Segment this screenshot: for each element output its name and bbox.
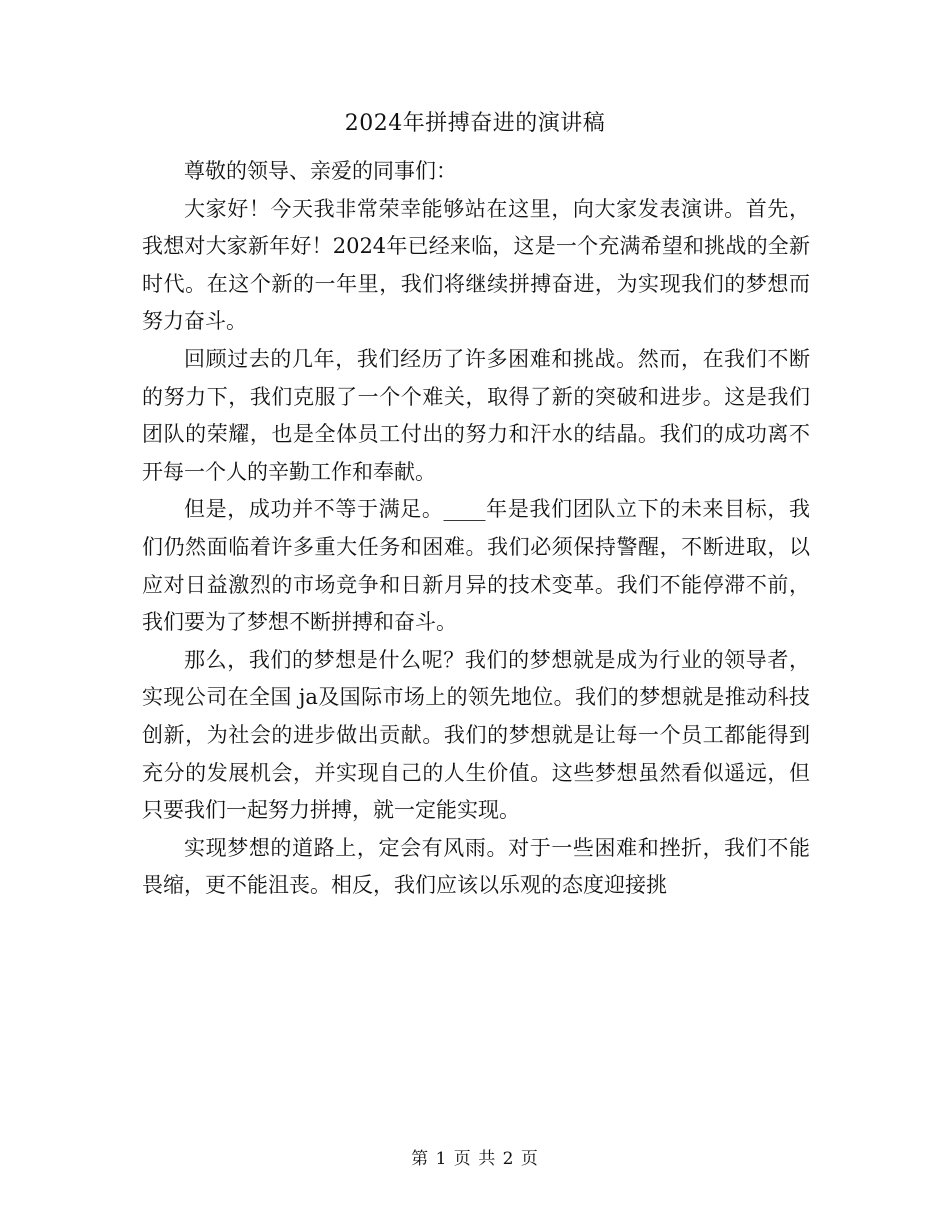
paragraph: 大家好！今天我非常荣幸能够站在这里，向大家发表演讲。首先，我想对大家新年好！2024年已经来临，这是一个充满希望和挑战的全新时代。在这个新的一年里，我们将继续拼搏奋进，为实现我们的梦想而努力奋斗。: [142, 196, 810, 334]
paragraph: 实现梦想的道路上，定会有风雨。对于一些困难和挫折，我们不能畏缩，更不能沮丧。相反，我们应该以乐观的态度迎接挑: [142, 835, 810, 898]
document-body: [142, 153, 810, 905]
document-title: 2024年拼搏奋进的演讲稿: [344, 111, 606, 136]
paragraph: 但是，成功并不等于满足。____年是我们团队立下的未来目标，我们仍然面临着许多重大任务和困难。我们必须保持警醒，不断进取，以应对日益激烈的市场竞争和日新月异的技术变革。我们不能停滞不前，我们要为了梦想不断拼搏和奋斗。: [142, 497, 810, 635]
paragraph: 那么，我们的梦想是什么呢？我们的梦想就是成为行业的领导者，实现公司在全国 ja及国际市场上的领先地位。我们的梦想就是推动科技创新，为社会的进步做出贡献。我们的梦想就是让每一个员工都能得到充分的发展机会，并实现自己的人生价值。这些梦想虽然看似遥远，但只要我们一起努力拼搏，就一定能实现。: [142, 647, 810, 823]
salutation: 尊敬的领导、亲爱的同事们：: [184, 159, 457, 183]
paragraph: 回顾过去的几年，我们经历了许多困难和挑战。然而，在我们不断的努力下，我们克服了一个个难关，取得了新的突破和进步。这是我们团队的荣耀，也是全体员工付出的努力和汗水的结晶。我们的成功离不开每一个人的辛勤工作和奉献。: [142, 346, 810, 484]
page-number-footer: 第 1 页 共 2 页: [411, 1149, 539, 1169]
